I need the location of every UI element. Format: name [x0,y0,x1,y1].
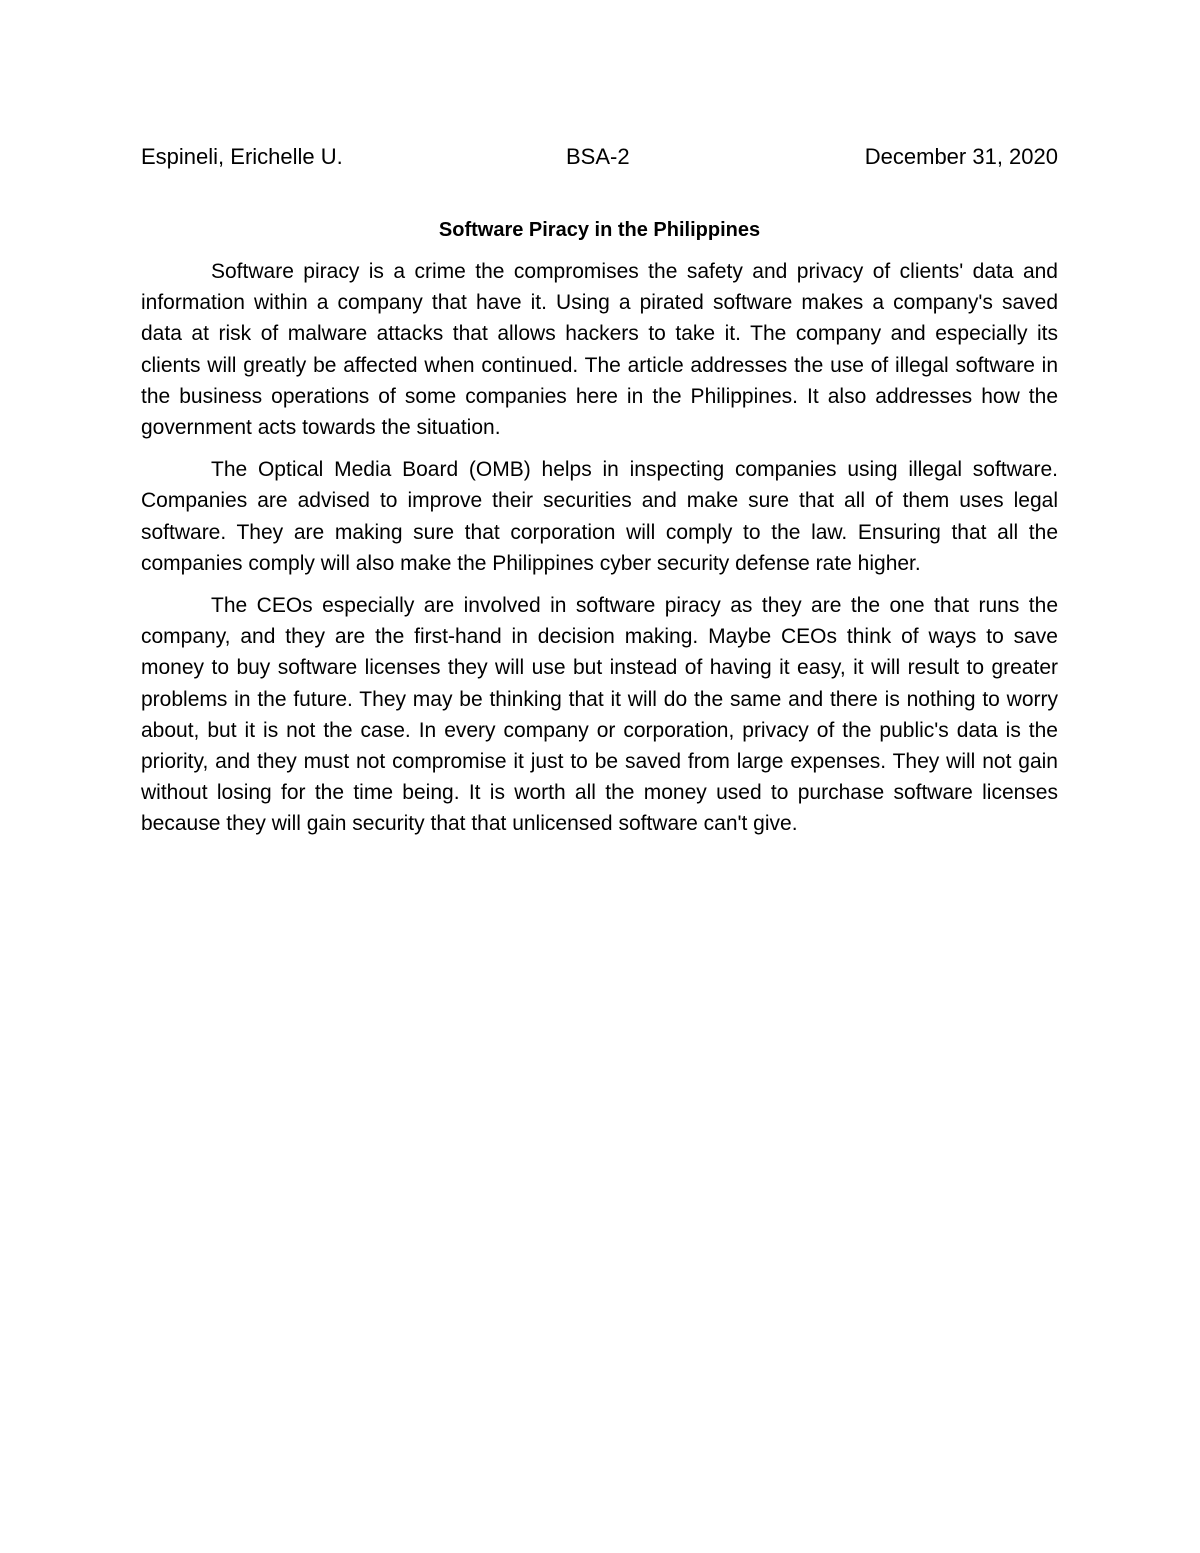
document-title: Software Piracy in the Philippines [438,219,761,241]
course-section: BSA-2 [566,144,630,169]
document-date: December 31, 2020 [864,144,1058,169]
author-name: Espineli, Erichelle U. [141,144,343,169]
document-header [141,141,1058,173]
paragraph-3: The CEOs especially are involved in software piracy as they are the one that runs the company, and they are the first-hand in decision making. Maybe CEOs think of ways to save money to buy software licenses they will use but instead of having it easy, it will result to greater problems in the future. They may be thinking that it will do the same and there is nothing to worry about, but it is not the case. In every company or corporation, privacy of the public's data is the priority, and they must not compromise it just to be saved from large expenses. They will not gain without losing for the time being. It is worth all the money used to purchase software licenses because they will gain security that that unlicensed software can't give. [141,594,1058,836]
document-body [141,256,1058,851]
paragraph-2: The Optical Media Board (OMB) helps in inspecting companies using illegal software. Companies are advised to improve their securities and make sure that all of them uses legal software. They are making sure that corporation will comply to the law. Ensuring that all the companies comply will also make the Philippines cyber security defense rate higher. [141,458,1058,575]
paragraph-1: Software piracy is a crime the compromises the safety and privacy of clients' data and information within a company that have it. Using a pirated software makes a company's saved data at risk of malware attacks that allows hackers to take it. The company and especially its clients will greatly be affected when continued. The article addresses the use of illegal software in the business operations of some companies here in the Philippines. It also addresses how the government acts towards the situation. [141,260,1058,440]
